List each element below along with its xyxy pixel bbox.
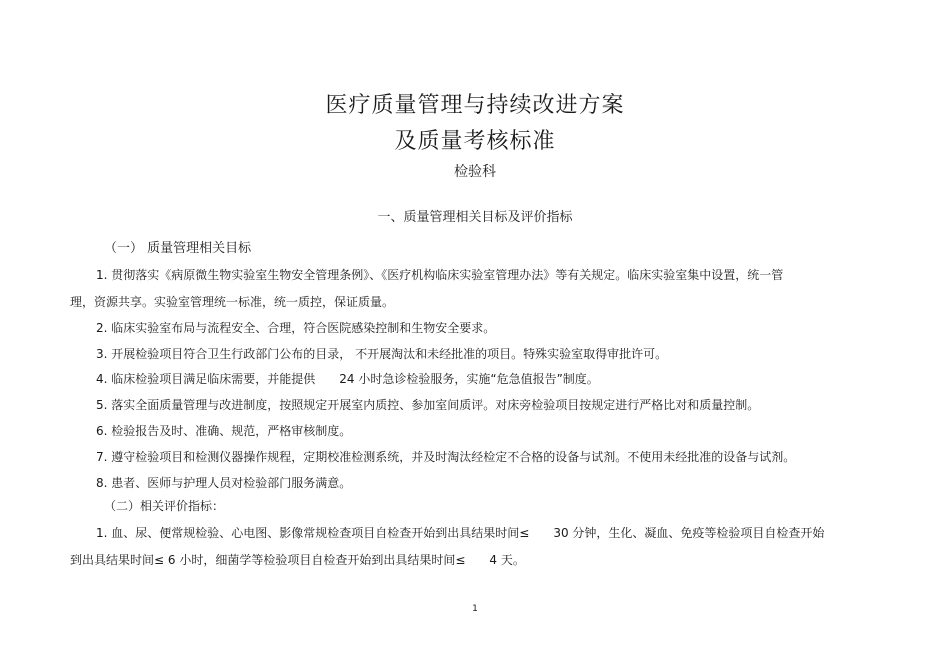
goal-item-3: 3. 开展检验项目符合卫生行政部门公布的目录， 不开展淘汰和未经批准的项目。特殊实验室取得审批许可。 [96,347,668,361]
document-title-line1: 医疗质量管理与持续改进方案 [325,93,625,118]
goal-item-1-continuation: 理，资源共享。实验室管理统一标准，统一质控，保证质量。 [70,295,395,309]
goal-item-8: 8. 患者、医师与护理人员对检验部门服务满意。 [96,476,352,490]
goal-item-7: 7. 遵守检验项目和检测仪器操作规程，定期校准检测系统，并及时淘汰经检定不合格的设备与试剂。不使用未经批准的设备与试剂。 [96,450,796,464]
goal-item-4: 4. 临床检验项目满足临床需要，并能提供 24 小时急诊检验服务，实施“危急值报告”制度。 [96,372,599,386]
goal-item-5: 5. 落实全面质量管理与改进制度，按照规定开展室内质控、参加室间质评。对床旁检验项目按规定进行严格比对和质量控制。 [96,398,760,412]
document-title-line2: 及质量考核标准 [394,129,556,154]
indicator-item-1: 1. 血、尿、便常规检验、心电图、影像常规检查项目自检查开始到出具结果时间≤ 30 分钟，生化、凝血、免疫等检验项目自检查开始 [96,526,825,540]
subsection-heading-indicators: （二）相关评价指标： [104,499,225,513]
section-heading-1: 一、质量管理相关目标及评价指标 [377,210,573,225]
goal-item-1: 1. 贯彻落实《病原微生物实验室生物安全管理条例》、《医疗机构临床实验室管理办法》等有关规定。临床实验室集中设置，统一管 [96,268,784,282]
goal-item-6: 6. 检验报告及时、准确、规范，严格审核制度。 [96,424,352,438]
subsection-heading-goals: （一） 质量管理相关目标 [104,241,252,256]
page-number: 1 [472,604,478,614]
department-subtitle: 检验科 [454,164,496,180]
goal-item-2: 2. 临床实验室布局与流程安全、合理，符合医院感染控制和生物安全要求。 [96,321,496,335]
indicator-item-1-continuation: 到出具结果时间≤ 6 小时，细菌学等检验项目自检查开始到出具结果时间≤ 4 天。 [70,553,525,567]
